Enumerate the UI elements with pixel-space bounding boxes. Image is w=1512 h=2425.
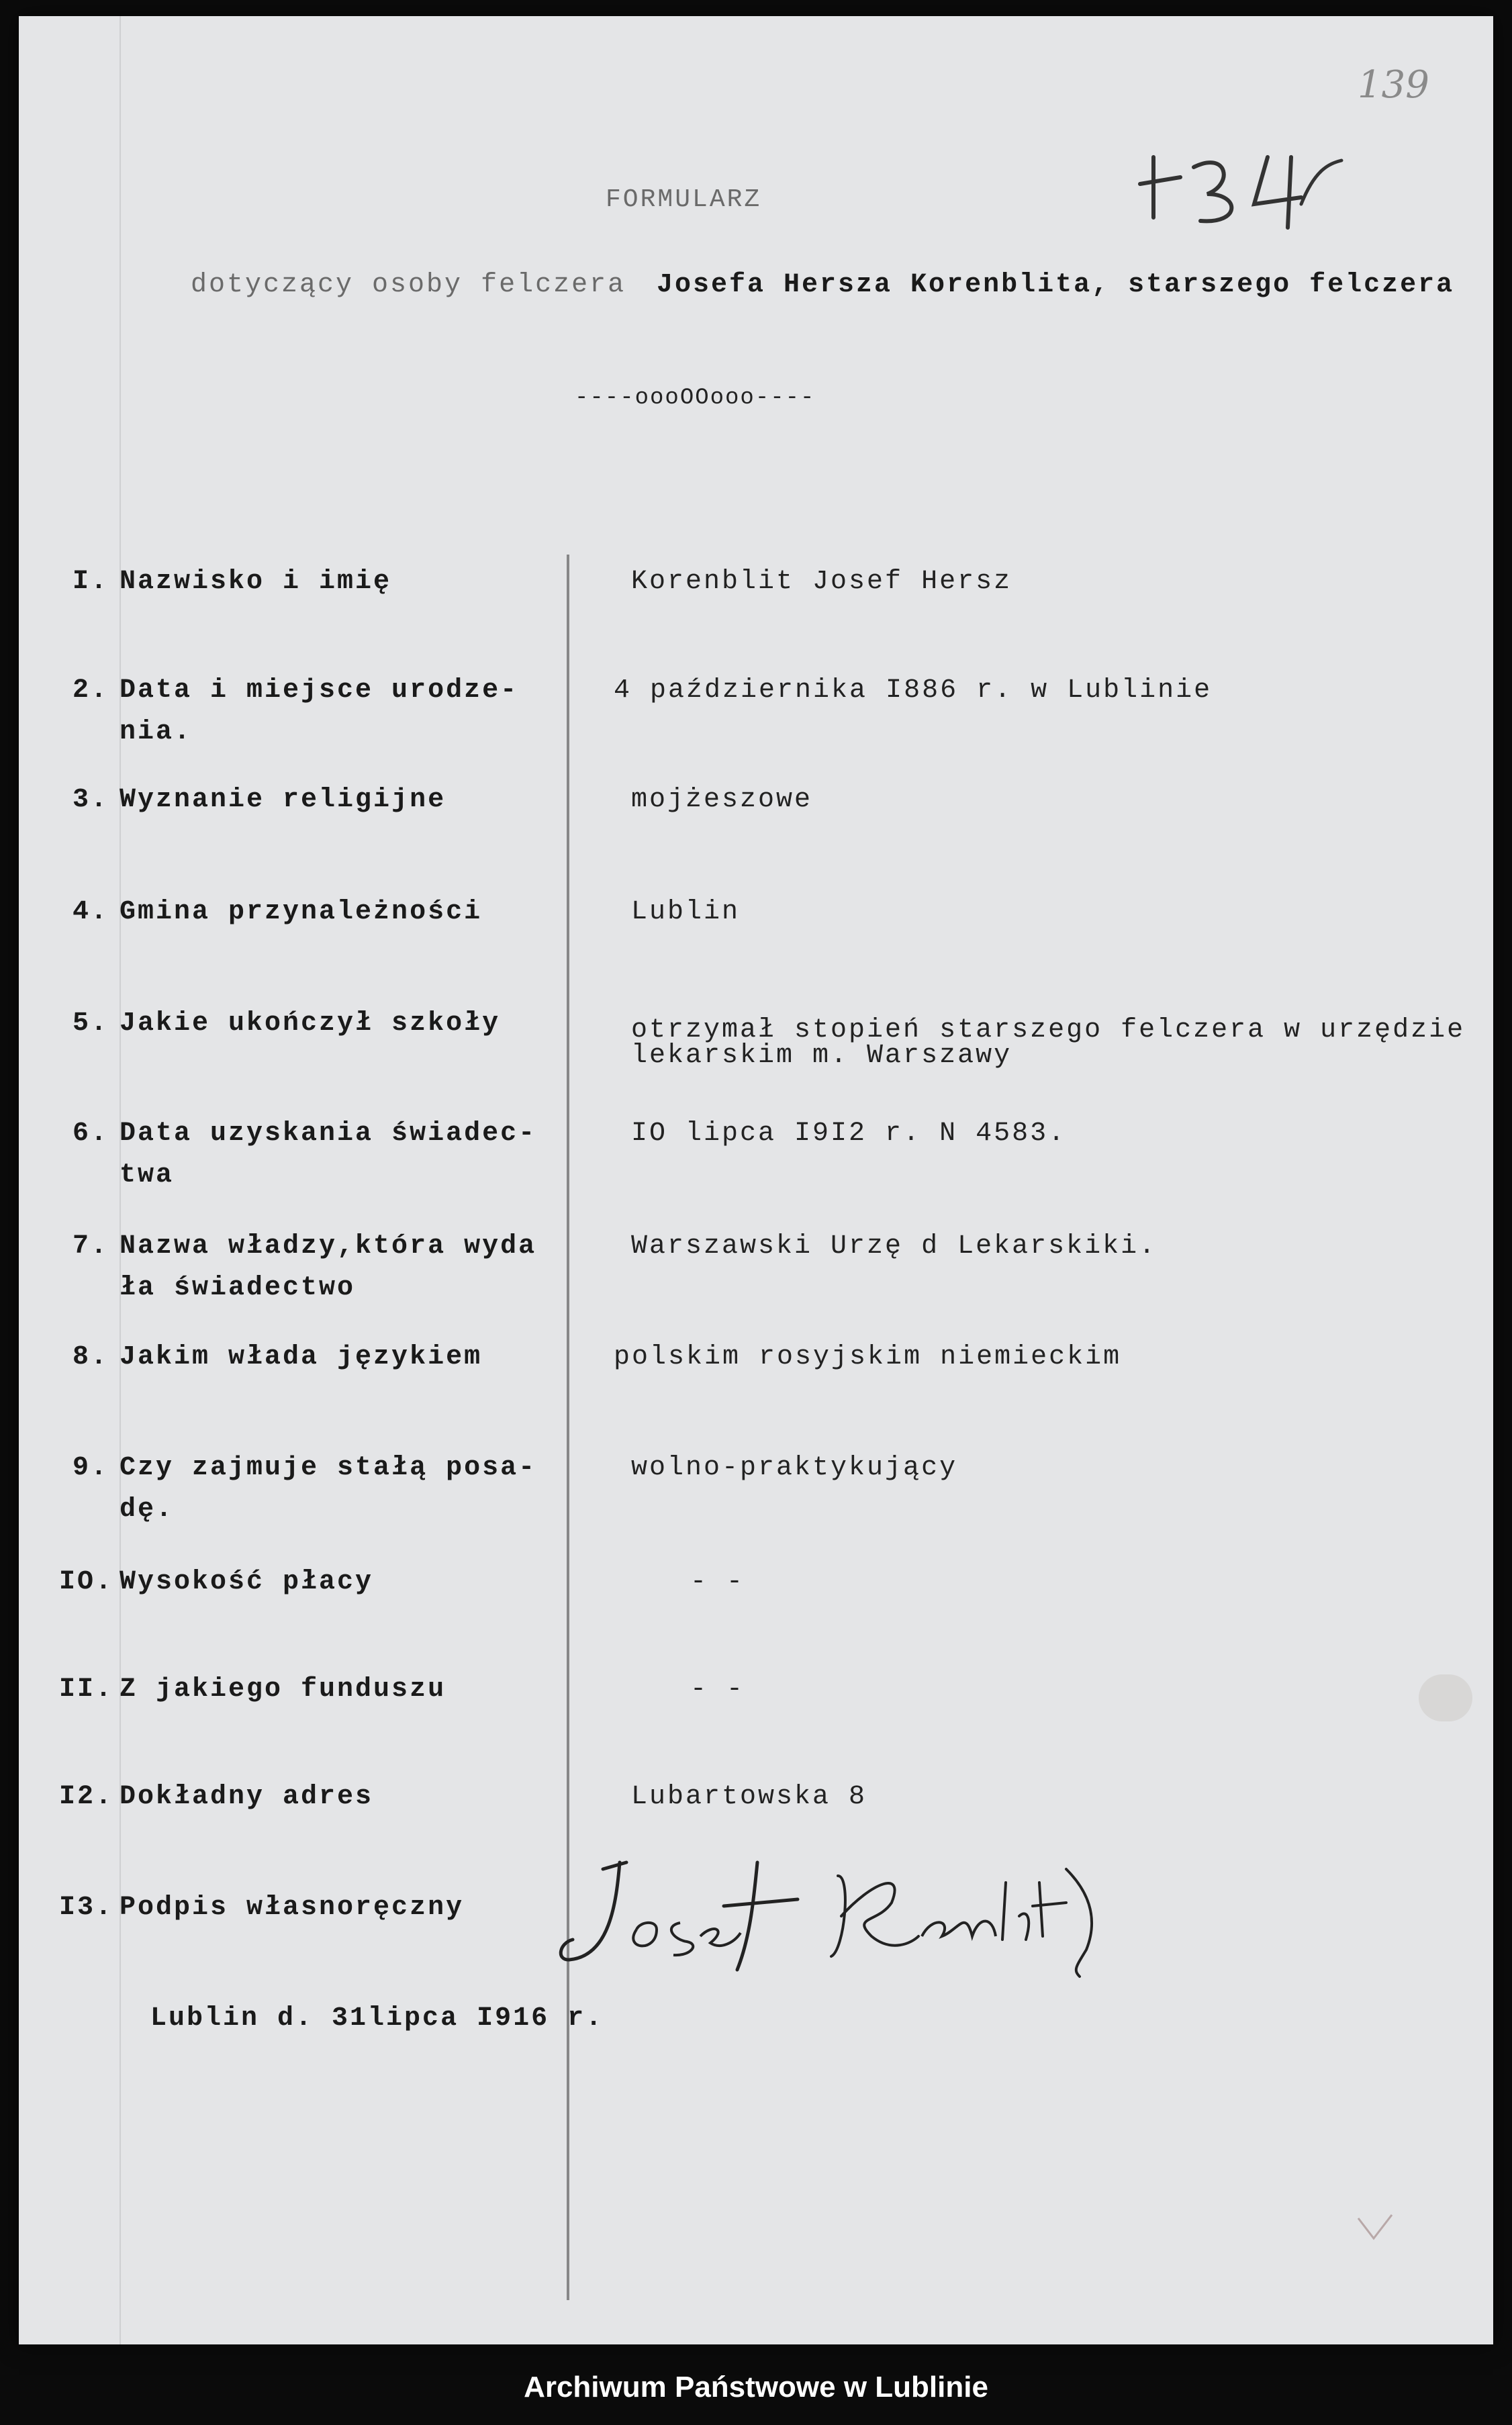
date-place-line: Lublin d. 31lipca I916 r. <box>150 2003 604 2034</box>
field-value: otrzymał stopień starszego felczera w urzędzie <box>631 1015 1466 1045</box>
field-value: - - <box>690 1567 745 1597</box>
field-number: 9. <box>73 1453 109 1483</box>
field-value: 4 października I886 r. w Lublinie <box>614 675 1213 706</box>
field-value: Lublin <box>631 897 741 927</box>
subtitle-prefix: dotyczący osoby felczera <box>191 270 626 300</box>
field-label: Jakie ukończył szkoły <box>120 1008 501 1039</box>
field-value: lekarskim m. Warszawy <box>631 1041 1012 1071</box>
subtitle-name: Josefa Hersza Korenblita, starszego felczera <box>657 270 1455 300</box>
field-label: Dokładny adres <box>120 1782 374 1812</box>
field-number: 3. <box>73 785 109 815</box>
field-number: 8. <box>73 1342 109 1372</box>
field-label: Nazwa władzy,która wyda <box>120 1231 537 1262</box>
field-label: Z jakiego funduszu <box>120 1674 446 1705</box>
field-value: - - <box>690 1674 745 1705</box>
field-value: Warszawski Urzę d Lekarskiki. <box>631 1231 1157 1262</box>
paper-stain <box>1419 1674 1472 1721</box>
field-label: Data i miejsce urodze- <box>120 675 519 706</box>
field-value: wolno-praktykujący <box>631 1453 958 1483</box>
field-number: 5. <box>73 1008 109 1039</box>
field-label: nia. <box>120 717 193 747</box>
document-title: FORMULARZ <box>606 185 762 214</box>
pencil-check-mark <box>1355 2212 1395 2245</box>
field-label: Czy zajmuje stałą posa- <box>120 1453 537 1483</box>
field-number: II. <box>59 1674 114 1705</box>
field-number: 4. <box>73 897 109 927</box>
field-number: 6. <box>73 1119 109 1149</box>
field-number: 7. <box>73 1231 109 1262</box>
handwritten-signature <box>556 1842 1133 1997</box>
field-value: Korenblit Josef Hersz <box>631 567 1012 597</box>
handwritten-page-number <box>1133 130 1355 231</box>
column-divider <box>567 555 569 2300</box>
field-label: Jakim włada językiem <box>120 1342 483 1372</box>
field-number: 2. <box>73 675 109 706</box>
archive-page-number: 139 <box>1358 63 1429 107</box>
field-label: ła świadectwo <box>120 1273 356 1303</box>
field-number: IO. <box>59 1567 114 1597</box>
separator: ----oooOOooo---- <box>575 385 816 411</box>
document-page <box>19 16 1493 2344</box>
archive-footer <box>0 2350 1512 2425</box>
field-value: Lubartowska 8 <box>631 1782 867 1812</box>
field-label: Nazwisko i imię <box>120 567 392 597</box>
field-label: Wyznanie religijne <box>120 785 446 815</box>
field-number: I. <box>73 567 109 597</box>
field-value: IO lipca I9I2 r. N 4583. <box>631 1119 1067 1149</box>
field-number: I2. <box>59 1782 114 1812</box>
field-label: twa <box>120 1160 175 1190</box>
field-label: Data uzyskania świadec- <box>120 1119 537 1149</box>
field-value: mojżeszowe <box>631 785 813 815</box>
footer-archive-label: Archiwum Państwowe w Lublinie <box>524 2371 988 2404</box>
field-number: I3. <box>59 1893 114 1923</box>
field-label: Wysokość płacy <box>120 1567 374 1597</box>
field-label: dę. <box>120 1494 175 1525</box>
field-value: polskim rosyjskim niemieckim <box>614 1342 1122 1372</box>
field-label: Gmina przynależności <box>120 897 483 927</box>
field-label: Podpis własnoręczny <box>120 1893 465 1923</box>
